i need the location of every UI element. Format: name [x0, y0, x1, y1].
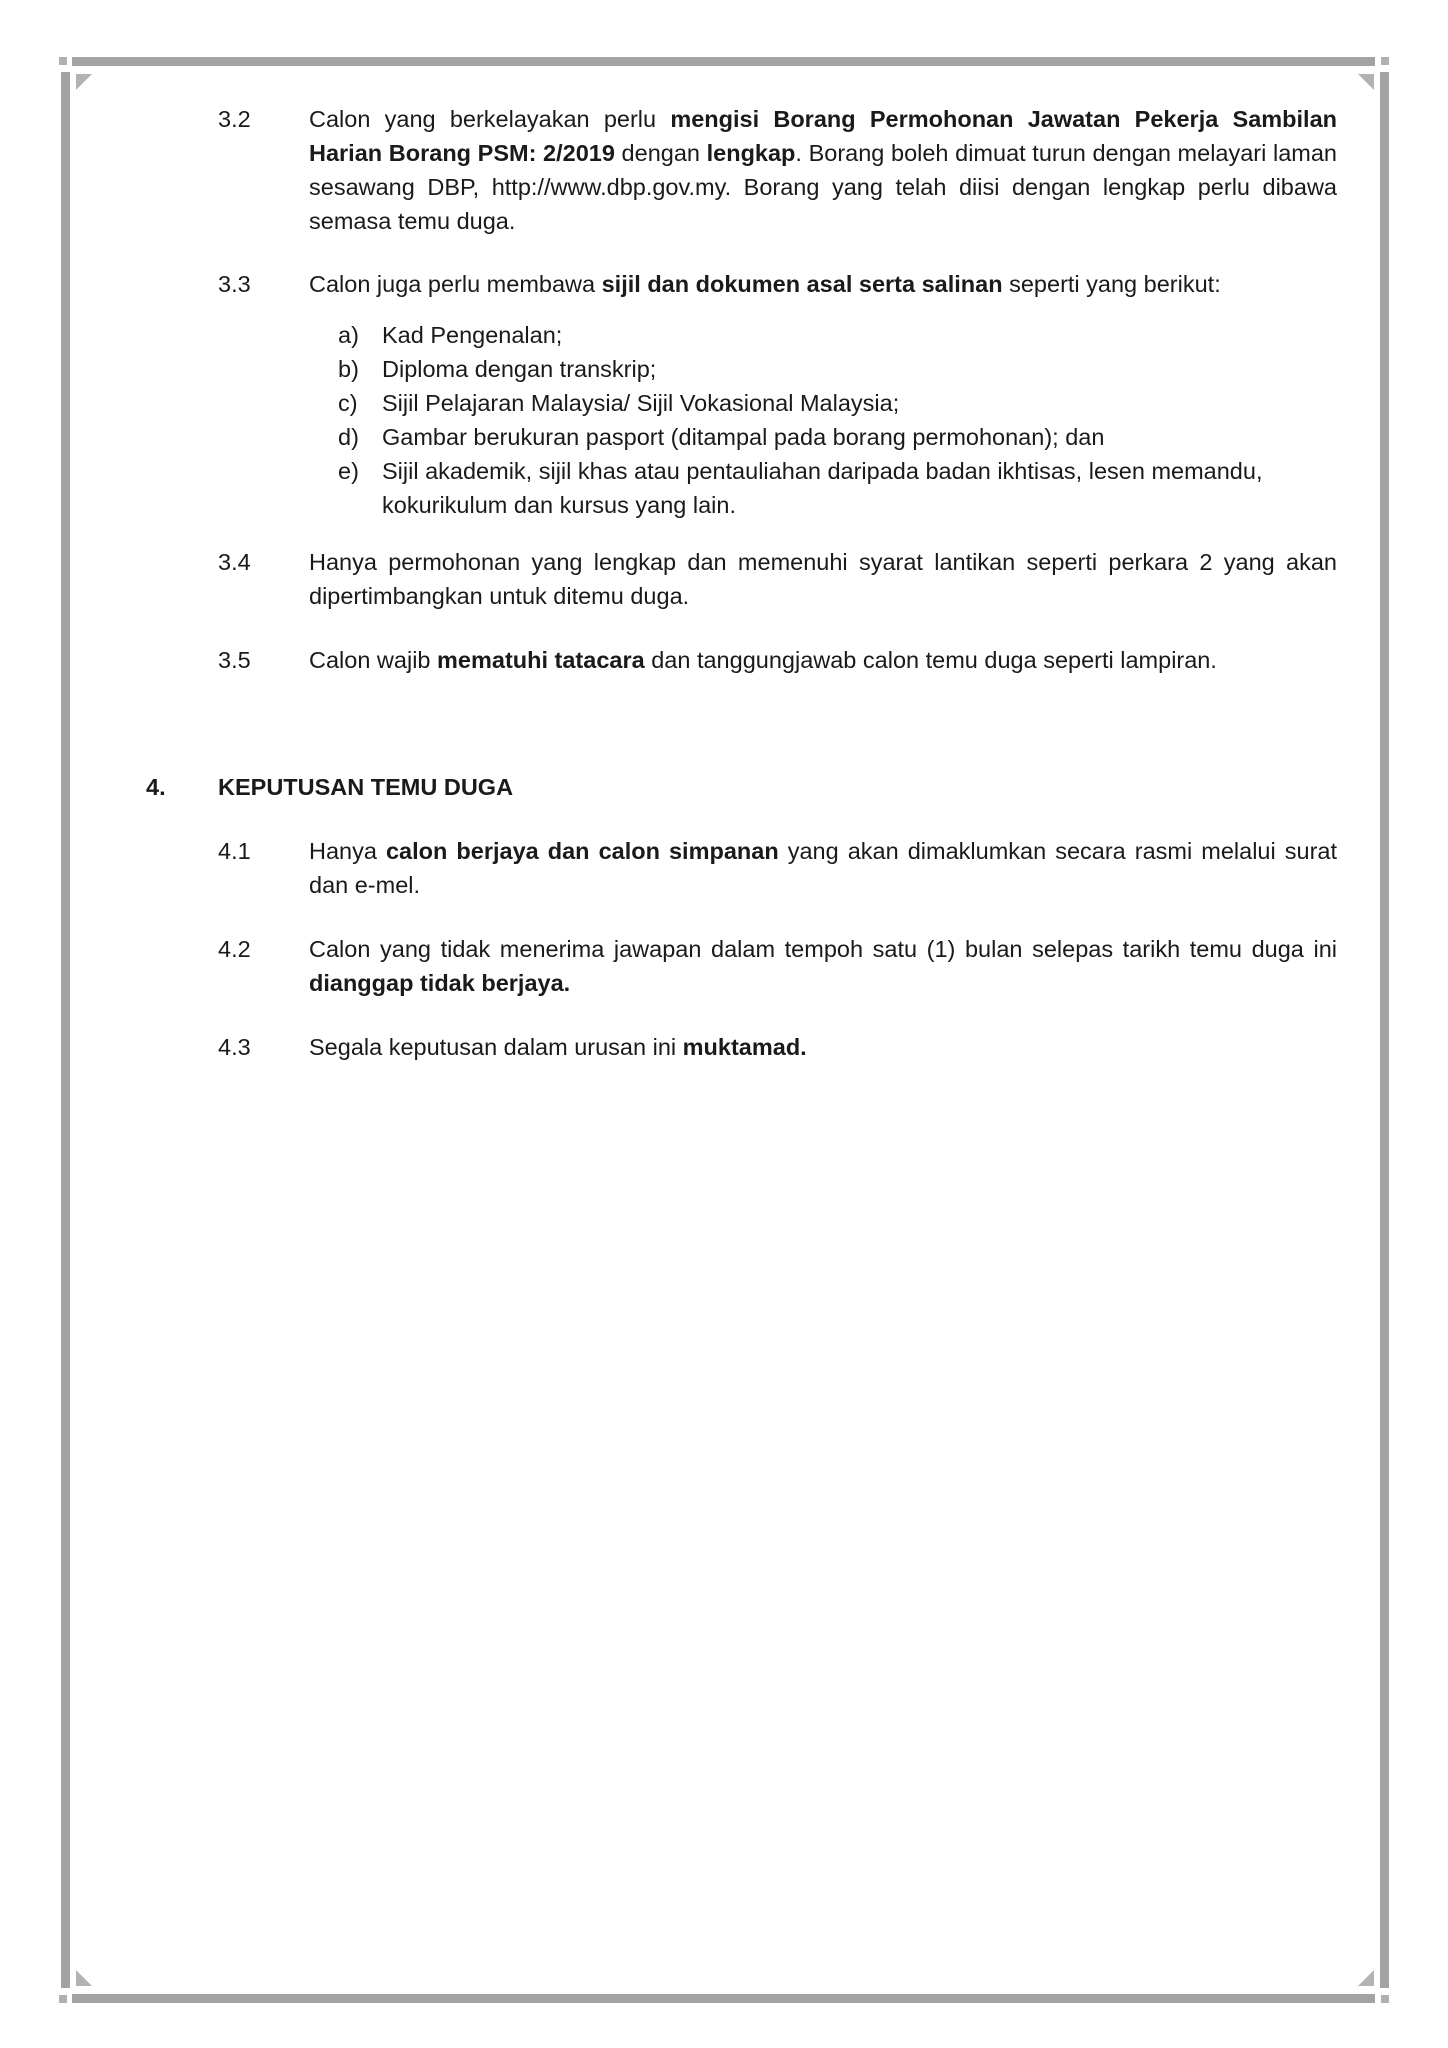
list-item: c) Sijil Pelajaran Malaysia/ Sijil Vokasional Malaysia;	[338, 390, 900, 416]
page-border-top	[72, 57, 1375, 66]
clause-number: 4.2	[218, 936, 251, 962]
border-corner-ornament	[1358, 74, 1374, 90]
clause-text: Calon yang tidak menerima jawapan dalam tempoh satu (1) bulan selepas tarikh temu duga ini dianggap tidak berjaya.	[309, 936, 1337, 996]
border-corner-square	[59, 57, 67, 65]
document-list	[338, 318, 1338, 522]
clause-3-5	[218, 643, 1338, 677]
bold-text: mematuhi tatacara	[437, 647, 645, 673]
section-heading	[146, 770, 1046, 804]
clause-number: 3.3	[218, 271, 251, 297]
border-corner-ornament	[1358, 1970, 1374, 1986]
border-corner-square	[1381, 1995, 1389, 2003]
bold-text: calon berjaya dan calon simpanan	[385, 838, 779, 864]
border-corner-ornament	[76, 1970, 92, 1986]
bold-text: mengisi Borang Permohonan Jawatan Pekerja Sambilan Harian Borang PSM: 2/2019	[309, 106, 1338, 166]
clause-4-1	[218, 834, 1338, 902]
border-corner-ornament	[76, 74, 92, 90]
bold-text: sijil dan dokumen asal serta salinan	[601, 271, 1003, 297]
clause-text: Calon wajib mematuhi tatacara dan tanggungjawab calon temu duga seperti lampiran.	[309, 647, 1217, 673]
bold-text: muktamad.	[682, 1034, 807, 1060]
list-item: a) Kad Pengenalan;	[338, 322, 563, 348]
clause-text: Hanya calon berjaya dan calon simpanan yang akan dimaklumkan secara rasmi melalui surat dan e-mel.	[309, 838, 1337, 898]
clause-number: 4.3	[218, 1034, 251, 1060]
clause-3-4	[218, 545, 1338, 613]
clause-text: Hanya permohonan yang lengkap dan memenuhi syarat lantikan seperti perkara 2 yang akan dipertimbangkan untuk ditemu duga.	[309, 549, 1337, 609]
clause-number: 3.5	[218, 647, 251, 673]
page-border-left	[61, 72, 70, 1988]
list-item: d) Gambar berukuran pasport (ditampal pada borang permohonan); dan	[338, 424, 1105, 450]
border-corner-square	[59, 1995, 67, 2003]
clause-3-3	[218, 267, 1338, 301]
clause-number: 3.2	[218, 106, 251, 132]
clause-4-3	[218, 1030, 1338, 1064]
clause-text: Calon juga perlu membawa sijil dan dokumen asal serta salinan seperti yang berikut:	[309, 271, 1221, 297]
page-border-bottom	[72, 1994, 1375, 2003]
section-title: KEPUTUSAN TEMU DUGA	[218, 774, 514, 800]
bold-text: lengkap	[706, 140, 796, 166]
clause-number: 3.4	[218, 549, 251, 575]
list-item: b) Diploma dengan transkrip;	[338, 356, 657, 382]
section-number: 4.	[146, 774, 166, 800]
clause-3-2	[218, 102, 1338, 238]
clause-text: Calon yang berkelayakan perlu mengisi Borang Permohonan Jawatan Pekerja Sambilan Harian Borang PSM: 2/2019 dengan lengkap. Borang boleh dimuat turun dengan melayari laman sesawang DBP, http://www.dbp.gov.my. Borang yang telah diisi dengan lengkap perlu dibawa semasa temu duga.	[309, 106, 1338, 234]
clause-number: 4.1	[218, 838, 251, 864]
clause-4-2	[218, 932, 1338, 1000]
list-item: e) Sijil akademik, sijil khas atau pentauliahan daripada badan ikhtisas, lesen memandu, kokurikulum dan kursus yang lain.	[338, 458, 1263, 518]
border-corner-square	[1381, 57, 1389, 65]
page-border-right	[1380, 72, 1389, 1988]
clause-text: Segala keputusan dalam urusan ini muktamad.	[309, 1034, 807, 1060]
bold-text: dianggap tidak berjaya.	[309, 970, 571, 996]
